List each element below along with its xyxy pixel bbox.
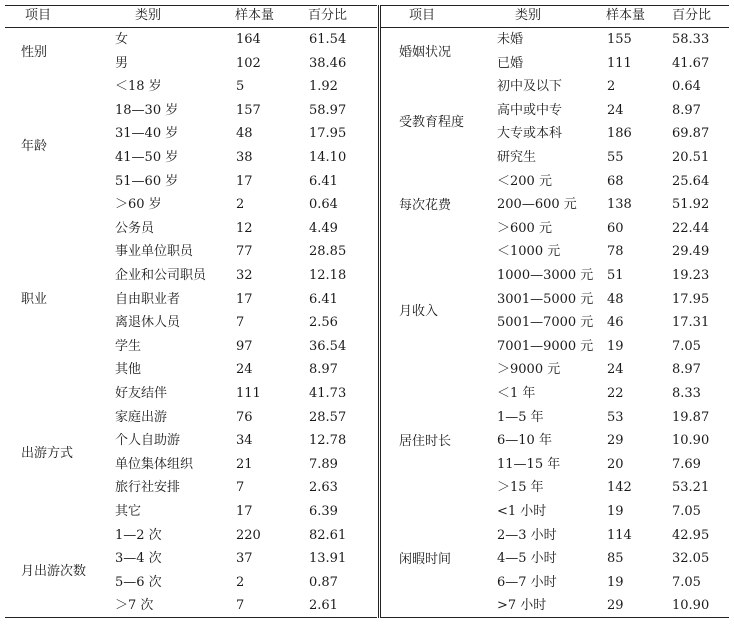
category-cell: 5—6 次 (115, 574, 162, 590)
percent-cell: 51.92 (672, 197, 710, 213)
category-cell: ＞600 元 (497, 220, 552, 236)
sample-cell: 29 (607, 433, 624, 449)
percent-cell: 17.31 (672, 315, 710, 331)
sample-cell: 12 (236, 220, 253, 236)
sample-cell: 24 (607, 102, 624, 118)
category-cell: 1000—3000 元 (497, 268, 594, 283)
category-cell: ＞15 年 (497, 480, 544, 496)
category-cell: 大专或本科 (497, 126, 563, 142)
header-rule (381, 27, 729, 28)
percent-cell: 82.61 (309, 527, 347, 543)
percent-cell: 0.64 (672, 79, 701, 95)
group-label: 年龄 (21, 139, 48, 154)
header-category: 类别 (135, 8, 162, 23)
category-cell: 研究生 (497, 150, 537, 165)
bottom-rule (5, 617, 377, 618)
percent-cell: 41.67 (672, 55, 710, 71)
category-cell: 4—5 小时 (497, 551, 557, 567)
category-cell: 高中或中专 (497, 102, 563, 118)
percent-cell: 7.05 (672, 574, 701, 590)
category-cell: 51—60 岁 (115, 173, 179, 189)
sample-cell: 19 (607, 574, 624, 590)
group-label: 月收入 (399, 304, 439, 320)
sample-cell: 102 (236, 55, 261, 71)
percent-cell: 25.64 (672, 173, 710, 189)
percent-cell: 17.95 (309, 126, 347, 142)
sample-cell: 138 (607, 197, 632, 213)
sample-cell: 7 (236, 315, 245, 331)
category-cell: 31—40 岁 (115, 126, 179, 142)
sample-cell: 157 (236, 102, 261, 118)
sample-cell: 19 (607, 504, 624, 519)
category-cell: ＜18 岁 (115, 79, 162, 95)
top-rule (5, 5, 377, 6)
sample-cell: 76 (236, 409, 253, 425)
category-cell: ＞9000 元 (497, 362, 561, 378)
percent-cell: 6.39 (309, 504, 338, 519)
percent-cell: 10.90 (672, 598, 710, 614)
sample-cell: 32 (236, 268, 253, 283)
bottom-rule (381, 617, 729, 618)
header-percent: 百分比 (308, 8, 348, 23)
sample-cell: 142 (607, 480, 632, 496)
sample-cell: 34 (236, 433, 253, 449)
group-label: 职业 (21, 292, 48, 308)
percent-cell: 6.41 (309, 291, 338, 307)
category-cell: ＜200 元 (497, 173, 552, 189)
sample-cell: 164 (236, 32, 261, 47)
category-cell: 男 (115, 55, 129, 71)
percent-cell: 32.05 (672, 551, 710, 567)
header-sample: 样本量 (606, 8, 646, 23)
group-label: 闲暇时间 (399, 552, 452, 567)
category-cell: 1—2 次 (115, 527, 162, 543)
category-cell: 未婚 (497, 32, 524, 47)
percent-cell: 10.90 (672, 433, 710, 449)
category-cell: <1 小时 (497, 504, 547, 519)
category-cell: 1—5 年 (497, 409, 544, 425)
percent-cell: 29.49 (672, 244, 710, 260)
percent-cell: 19.23 (672, 268, 710, 283)
sample-cell: 53 (607, 409, 624, 425)
percent-cell: 58.97 (309, 102, 347, 118)
right-table-half (381, 5, 729, 618)
category-cell: 5001—7000 元 (497, 315, 594, 331)
sample-cell: 17 (236, 291, 253, 307)
sample-cell: 17 (236, 173, 253, 189)
percent-cell: 1.92 (309, 79, 338, 95)
group-label: 居住时长 (399, 434, 452, 449)
sample-cell: 111 (236, 386, 261, 401)
percent-cell: 19.87 (672, 409, 710, 425)
percent-cell: 20.51 (672, 150, 710, 165)
group-label: 出游方式 (21, 445, 74, 461)
percent-cell: 8.97 (672, 362, 701, 378)
percent-cell: 4.49 (309, 220, 338, 236)
group-label: 每次花费 (399, 198, 452, 213)
category-cell: ＞7 次 (115, 598, 154, 614)
sample-cell: 78 (607, 244, 624, 260)
category-cell: 学生 (115, 338, 142, 354)
sample-cell: 97 (236, 338, 253, 354)
sample-cell: 19 (607, 338, 624, 354)
percent-cell: 28.57 (309, 409, 347, 425)
category-cell: 其它 (115, 504, 142, 519)
sample-cell: 7 (236, 480, 245, 496)
percent-cell: 38.46 (309, 55, 347, 71)
category-cell: ＜1 年 (497, 386, 536, 401)
header-rule (5, 27, 377, 28)
header-item: 项目 (409, 8, 436, 23)
sample-cell: 51 (607, 268, 624, 283)
sample-cell: 21 (236, 456, 253, 472)
sample-cell: 24 (607, 362, 624, 378)
category-cell: 11—15 年 (497, 456, 561, 472)
sample-cell: 186 (607, 126, 632, 142)
percent-cell: 8.97 (309, 362, 338, 378)
category-cell: 自由职业者 (115, 291, 181, 307)
header-item: 项目 (25, 8, 52, 23)
sample-cell: 55 (607, 150, 624, 165)
percent-cell: 53.21 (672, 480, 710, 496)
sample-cell: 22 (607, 386, 624, 401)
percent-cell: 28.85 (309, 244, 347, 260)
percent-cell: 7.69 (672, 456, 701, 472)
percent-cell: 22.44 (672, 220, 710, 236)
category-cell: 家庭出游 (115, 409, 168, 425)
percent-cell: 2.63 (309, 480, 338, 496)
percent-cell: 12.78 (309, 433, 347, 449)
percent-cell: 8.97 (672, 102, 701, 118)
left-table-half (5, 5, 377, 618)
group-label: 受教育程度 (399, 115, 465, 131)
sample-cell: 48 (236, 126, 253, 142)
sample-cell: 46 (607, 315, 624, 331)
group-label: 性别 (21, 44, 48, 60)
sample-cell: 20 (607, 456, 624, 472)
category-cell: ＜1000 元 (497, 244, 561, 260)
percent-cell: 6.41 (309, 173, 338, 189)
category-cell: 41—50 岁 (115, 150, 179, 165)
category-cell: 6—7 小时 (497, 574, 557, 590)
percent-cell: 41.73 (309, 386, 347, 401)
sample-cell: 111 (607, 55, 632, 71)
category-cell: 18—30 岁 (115, 102, 179, 118)
category-cell: >7 小时 (497, 598, 547, 614)
category-cell: 公务员 (115, 220, 155, 236)
percent-cell: 69.87 (672, 126, 710, 142)
header-sample: 样本量 (235, 8, 275, 23)
percent-cell: 61.54 (309, 32, 347, 47)
sample-cell: 7 (236, 598, 245, 614)
category-cell: 旅行社安排 (115, 480, 181, 496)
sample-cell: 220 (236, 527, 261, 543)
sample-cell: 2 (236, 197, 245, 213)
group-label: 月出游次数 (21, 563, 87, 579)
category-cell: 已婚 (497, 55, 524, 71)
sample-cell: 77 (236, 244, 253, 260)
percent-cell: 8.33 (672, 386, 701, 401)
category-cell: 离退休人员 (115, 315, 181, 331)
sample-cell: 2 (236, 574, 245, 590)
category-cell: 单位集体组织 (115, 456, 194, 472)
sample-cell: 48 (607, 291, 624, 307)
percent-cell: 7.89 (309, 456, 338, 472)
category-cell: 200—600 元 (497, 197, 577, 213)
category-cell: 3—4 次 (115, 551, 162, 567)
sample-cell: 114 (607, 527, 632, 543)
category-cell: 事业单位职员 (115, 244, 194, 260)
sample-cell: 60 (607, 220, 624, 236)
category-cell: ＞60 岁 (115, 197, 162, 213)
sample-cell: 38 (236, 150, 253, 165)
category-cell: 其他 (115, 362, 142, 378)
percent-cell: 13.91 (309, 551, 347, 567)
percent-cell: 7.05 (672, 338, 701, 354)
category-cell: 3001—5000 元 (497, 291, 594, 307)
category-cell: 7001—9000 元 (497, 338, 594, 354)
category-cell: 好友结伴 (115, 386, 168, 401)
sample-cell: 2 (607, 79, 616, 95)
category-cell: 初中及以下 (497, 79, 563, 95)
percent-cell: 7.05 (672, 504, 701, 519)
header-category: 类别 (515, 8, 542, 23)
column-divider (378, 5, 379, 618)
percent-cell: 12.18 (309, 268, 347, 283)
percent-cell: 14.10 (309, 150, 347, 165)
sample-cell: 29 (607, 598, 624, 614)
group-label: 婚姻状况 (399, 44, 452, 60)
sample-cell: 5 (236, 79, 245, 95)
sample-cell: 85 (607, 551, 624, 567)
category-cell: 6—10 年 (497, 433, 552, 449)
category-cell: 企业和公司职员 (115, 268, 207, 283)
header-percent: 百分比 (672, 8, 712, 23)
top-rule (381, 5, 729, 6)
percent-cell: 58.33 (672, 32, 710, 47)
percent-cell: 0.87 (309, 574, 338, 590)
percent-cell: 0.64 (309, 197, 338, 213)
sample-cell: 155 (607, 32, 632, 47)
sample-cell: 37 (236, 551, 253, 567)
percent-cell: 42.95 (672, 527, 710, 543)
sample-cell: 24 (236, 362, 253, 378)
category-cell: 个人自助游 (115, 433, 181, 449)
sample-cell: 17 (236, 504, 253, 519)
sample-cell: 68 (607, 173, 624, 189)
percent-cell: 36.54 (309, 338, 347, 354)
demographics-table (5, 5, 729, 618)
percent-cell: 17.95 (672, 291, 710, 307)
percent-cell: 2.61 (309, 598, 338, 614)
percent-cell: 2.56 (309, 315, 338, 331)
category-cell: 2—3 小时 (497, 527, 557, 543)
category-cell: 女 (115, 32, 129, 47)
